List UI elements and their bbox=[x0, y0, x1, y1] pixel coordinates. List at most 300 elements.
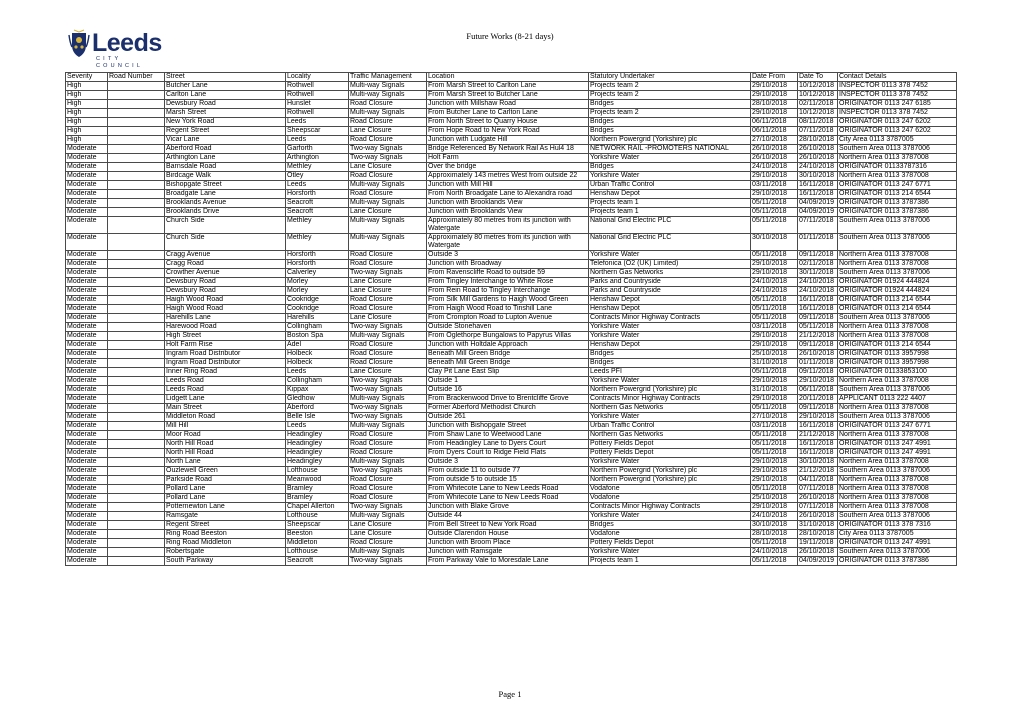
table-cell: 25/10/2018 bbox=[751, 350, 798, 359]
table-row bbox=[66, 449, 957, 458]
table-cell: Harewood Road bbox=[165, 323, 286, 332]
table-cell: 05/11/2018 bbox=[751, 217, 798, 234]
table-cell: ORIGINATOR 0113 247 6185 bbox=[838, 100, 957, 109]
table-cell: Lane Closure bbox=[349, 127, 427, 136]
table-row bbox=[66, 476, 957, 485]
table-cell: City Area 0113 3787005 bbox=[838, 136, 957, 145]
table-cell: Two-way Signals bbox=[349, 323, 427, 332]
table-cell: Lidgett Lane bbox=[165, 395, 286, 404]
table-cell: Moderate bbox=[66, 557, 108, 566]
table-cell: 09/11/2018 bbox=[798, 314, 838, 323]
table-cell: Junction with Mill Hill bbox=[427, 181, 589, 190]
table-cell: Yorkshire Water bbox=[589, 512, 751, 521]
table-cell: Projects team 2 bbox=[589, 109, 751, 118]
table-cell: Northern Area 0113 3787008 bbox=[838, 458, 957, 467]
table-cell: From Parkway Vale to Moresdale Lane bbox=[427, 557, 589, 566]
table-cell: 21/12/2018 bbox=[798, 467, 838, 476]
logo-subtitle: CITY COUNCIL bbox=[96, 56, 144, 69]
table-cell: Boston Spa bbox=[286, 332, 349, 341]
table-cell: ORIGINATOR 0113 247 6771 bbox=[838, 181, 957, 190]
table-cell: Southern Area 0113 3787006 bbox=[838, 314, 957, 323]
table-cell: Pottery Fields Depot bbox=[589, 449, 751, 458]
table-cell: Bridges bbox=[589, 350, 751, 359]
table-cell: Lane Closure bbox=[349, 314, 427, 323]
table-cell: 29/10/2018 bbox=[751, 395, 798, 404]
table-cell: Moderate bbox=[66, 199, 108, 208]
table-cell: Methley bbox=[286, 234, 349, 251]
table-cell: Gledhow bbox=[286, 395, 349, 404]
table-cell: Southern Area 0113 3787006 bbox=[838, 269, 957, 278]
table-cell: 05/11/2018 bbox=[751, 208, 798, 217]
table-cell: Moderate bbox=[66, 476, 108, 485]
table-cell: Moderate bbox=[66, 323, 108, 332]
table-cell: Holbeck bbox=[286, 359, 349, 368]
table-cell: Morley bbox=[286, 287, 349, 296]
table-cell: Road Closure bbox=[349, 539, 427, 548]
table-cell: Northern Powergrid (Yorkshire) plc bbox=[589, 467, 751, 476]
table-cell: Beneath Mill Green Bridge bbox=[427, 359, 589, 368]
table-cell: 05/11/2018 bbox=[751, 314, 798, 323]
table-cell: 16/11/2018 bbox=[798, 181, 838, 190]
table-cell: Church Side bbox=[165, 234, 286, 251]
column-header: Date From bbox=[751, 73, 798, 82]
table-cell bbox=[108, 539, 165, 548]
table-cell: Parkside Road bbox=[165, 476, 286, 485]
table-cell: Northern Powergrid (Yorkshire) plc bbox=[589, 476, 751, 485]
table-cell: 29/10/2018 bbox=[751, 91, 798, 100]
table-cell bbox=[108, 404, 165, 413]
table-cell: Northern Area 0113 3787008 bbox=[838, 172, 957, 181]
table-cell bbox=[108, 476, 165, 485]
table-cell: 29/10/2018 bbox=[751, 190, 798, 199]
table-cell: Moor Road bbox=[165, 431, 286, 440]
table-cell bbox=[108, 269, 165, 278]
table-cell: South Parkway bbox=[165, 557, 286, 566]
table-cell: Road Closure bbox=[349, 305, 427, 314]
table-cell: Moderate bbox=[66, 458, 108, 467]
table-cell: Leeds Road bbox=[165, 386, 286, 395]
table-cell: 16/11/2018 bbox=[798, 305, 838, 314]
table-cell: Seacroft bbox=[286, 199, 349, 208]
table-cell: Bridges bbox=[589, 359, 751, 368]
table-cell: Outside 44 bbox=[427, 512, 589, 521]
table-cell: Over the bridge bbox=[427, 163, 589, 172]
table-cell: Pollard Lane bbox=[165, 485, 286, 494]
table-cell: Two-way Signals bbox=[349, 154, 427, 163]
page-number: Page 1 bbox=[498, 689, 522, 699]
table-cell bbox=[108, 377, 165, 386]
table-cell: Seacroft bbox=[286, 557, 349, 566]
table-cell: Headingley bbox=[286, 431, 349, 440]
table-cell: From outside 11 to outside 77 bbox=[427, 467, 589, 476]
table-cell: 30/10/2018 bbox=[798, 172, 838, 181]
table-cell: 29/10/2018 bbox=[751, 377, 798, 386]
table-cell: 10/12/2018 bbox=[798, 82, 838, 91]
table-row bbox=[66, 404, 957, 413]
table-cell: Outside 1 bbox=[427, 377, 589, 386]
table-cell: Road Closure bbox=[349, 172, 427, 181]
table-cell: Contracts Minor Highway Contracts bbox=[589, 314, 751, 323]
table-cell: High bbox=[66, 127, 108, 136]
table-cell: High bbox=[66, 136, 108, 145]
table-cell bbox=[108, 91, 165, 100]
table-cell: Leeds bbox=[286, 422, 349, 431]
table-cell: Ring Road Beeston bbox=[165, 530, 286, 539]
table-cell: Holt Farm bbox=[427, 154, 589, 163]
table-cell: Northern Area 0113 3787008 bbox=[838, 154, 957, 163]
table-cell: Northern Gas Networks bbox=[589, 404, 751, 413]
table-cell: Moderate bbox=[66, 404, 108, 413]
table-cell: Butcher Lane bbox=[165, 82, 286, 91]
table-row bbox=[66, 118, 957, 127]
table-cell: Methley bbox=[286, 217, 349, 234]
table-cell: 24/10/2018 bbox=[751, 163, 798, 172]
table-cell: 30/10/2018 bbox=[798, 458, 838, 467]
table-cell: Multi-way Signals bbox=[349, 332, 427, 341]
table-row bbox=[66, 485, 957, 494]
table-cell: Haigh Wood Road bbox=[165, 305, 286, 314]
table-cell: Holbeck bbox=[286, 350, 349, 359]
table-cell: 29/10/2018 bbox=[751, 109, 798, 118]
table-cell: Leeds PFI bbox=[589, 368, 751, 377]
table-cell: 26/10/2018 bbox=[798, 350, 838, 359]
table-cell: ORIGINATOR 0113 247 6202 bbox=[838, 118, 957, 127]
table-cell: Urban Traffic Control bbox=[589, 181, 751, 190]
table-cell: Junction with Millshaw Road bbox=[427, 100, 589, 109]
table-row bbox=[66, 413, 957, 422]
table-row bbox=[66, 314, 957, 323]
table-cell: Northern Area 0113 3787008 bbox=[838, 260, 957, 269]
table-cell: 26/10/2018 bbox=[751, 145, 798, 154]
table-cell: Potternewton Lane bbox=[165, 503, 286, 512]
table-cell: Lane Closure bbox=[349, 287, 427, 296]
table-cell: Yorkshire Water bbox=[589, 323, 751, 332]
table-cell: 16/11/2018 bbox=[798, 449, 838, 458]
table-cell: ORIGINATOR 0113 247 4991 bbox=[838, 440, 957, 449]
table-cell: High bbox=[66, 82, 108, 91]
table-row bbox=[66, 100, 957, 109]
table-cell: 04/09/2019 bbox=[798, 557, 838, 566]
table-cell: 30/10/2018 bbox=[751, 521, 798, 530]
table-cell: New York Road bbox=[165, 118, 286, 127]
table-cell: Ingram Road Distributor bbox=[165, 359, 286, 368]
table-cell: 05/11/2018 bbox=[751, 368, 798, 377]
table-cell bbox=[108, 368, 165, 377]
table-cell: Leeds bbox=[286, 136, 349, 145]
table-cell: Brooklands Drive bbox=[165, 208, 286, 217]
table-cell bbox=[108, 341, 165, 350]
table-cell: 29/10/2018 bbox=[751, 269, 798, 278]
table-cell: Chapel Allerton bbox=[286, 503, 349, 512]
table-cell: Moderate bbox=[66, 217, 108, 234]
table-cell: 25/10/2018 bbox=[751, 494, 798, 503]
table-cell: Northern Area 0113 3787008 bbox=[838, 323, 957, 332]
table-cell: Lane Closure bbox=[349, 163, 427, 172]
table-cell: Lane Closure bbox=[349, 278, 427, 287]
table-cell: Road Closure bbox=[349, 440, 427, 449]
column-header: Locality bbox=[286, 73, 349, 82]
table-cell: Road Closure bbox=[349, 296, 427, 305]
table-cell: Horsforth bbox=[286, 260, 349, 269]
table-cell bbox=[108, 127, 165, 136]
table-cell: Calverley bbox=[286, 269, 349, 278]
table-cell: Northern Area 0113 3787008 bbox=[838, 431, 957, 440]
table-cell: 16/11/2018 bbox=[798, 422, 838, 431]
table-row bbox=[66, 287, 957, 296]
table-cell: Parks and Countryside bbox=[589, 287, 751, 296]
table-row bbox=[66, 154, 957, 163]
table-cell: Lofthouse bbox=[286, 467, 349, 476]
table-cell bbox=[108, 82, 165, 91]
table-cell: Bridges bbox=[589, 118, 751, 127]
table-cell: Moderate bbox=[66, 449, 108, 458]
table-row bbox=[66, 82, 957, 91]
table-cell: 09/11/2018 bbox=[798, 368, 838, 377]
table-cell: Leeds bbox=[286, 181, 349, 190]
table-cell: Multi-way Signals bbox=[349, 109, 427, 118]
table-cell: Moderate bbox=[66, 485, 108, 494]
table-row bbox=[66, 503, 957, 512]
table-cell: Marsh Street bbox=[165, 109, 286, 118]
table-cell: 07/11/2018 bbox=[798, 503, 838, 512]
table-cell: 24/10/2018 bbox=[798, 278, 838, 287]
table-cell: Northern Area 0113 3787008 bbox=[838, 332, 957, 341]
table-cell: Yorkshire Water bbox=[589, 413, 751, 422]
table-cell: Bramley bbox=[286, 485, 349, 494]
table-cell: Hunslet bbox=[286, 100, 349, 109]
table-cell: Road Closure bbox=[349, 190, 427, 199]
table-row bbox=[66, 521, 957, 530]
table-cell: Moderate bbox=[66, 154, 108, 163]
table-cell: 29/10/2018 bbox=[751, 341, 798, 350]
table-cell bbox=[108, 145, 165, 154]
table-row bbox=[66, 127, 957, 136]
table-cell: 05/11/2018 bbox=[751, 557, 798, 566]
table-cell: Bridge Referenced By Network Rail As Hul4 18 bbox=[427, 145, 589, 154]
table-cell: 29/10/2018 bbox=[798, 377, 838, 386]
table-cell: From Marsh Street to Carlton Lane bbox=[427, 82, 589, 91]
table-cell: Moderate bbox=[66, 467, 108, 476]
table-cell: Arthington Lane bbox=[165, 154, 286, 163]
table-cell: Projects team 1 bbox=[589, 199, 751, 208]
table-cell: From North Street to Quarry House bbox=[427, 118, 589, 127]
table-cell: 10/12/2018 bbox=[798, 109, 838, 118]
table-cell: Two-way Signals bbox=[349, 404, 427, 413]
table-cell: Regent Street bbox=[165, 127, 286, 136]
table-cell: North Lane bbox=[165, 458, 286, 467]
table-cell bbox=[108, 278, 165, 287]
table-cell: 27/10/2018 bbox=[751, 136, 798, 145]
table-row bbox=[66, 190, 957, 199]
table-cell bbox=[108, 260, 165, 269]
table-cell: Leeds Road bbox=[165, 377, 286, 386]
table-cell: INSPECTOR 0113 378 7452 bbox=[838, 82, 957, 91]
table-cell: 29/10/2018 bbox=[751, 503, 798, 512]
column-header: Date To bbox=[798, 73, 838, 82]
table-cell: ORIGINATOR 0113 214 6544 bbox=[838, 305, 957, 314]
table-cell: ORIGINATOR 0113 214 6544 bbox=[838, 341, 957, 350]
table-cell: 21/12/2018 bbox=[798, 332, 838, 341]
table-row bbox=[66, 234, 957, 251]
table-cell: Multi-way Signals bbox=[349, 217, 427, 234]
table-row bbox=[66, 199, 957, 208]
table-cell: Road Closure bbox=[349, 341, 427, 350]
table-cell bbox=[108, 163, 165, 172]
table-cell bbox=[108, 181, 165, 190]
table-cell: Outside Stonehaven bbox=[427, 323, 589, 332]
table-cell: 05/11/2018 bbox=[751, 440, 798, 449]
table-row bbox=[66, 494, 957, 503]
table-cell: Northern Area 0113 3787008 bbox=[838, 494, 957, 503]
table-cell: Lane Closure bbox=[349, 521, 427, 530]
table-cell: Moderate bbox=[66, 260, 108, 269]
table-cell: Road Closure bbox=[349, 431, 427, 440]
table-cell bbox=[108, 287, 165, 296]
table-cell: Projects team 1 bbox=[589, 557, 751, 566]
table-cell: 29/10/2018 bbox=[751, 260, 798, 269]
table-cell: Telefonica (O2 (UK) Limited) bbox=[589, 260, 751, 269]
column-header: Street bbox=[165, 73, 286, 82]
table-cell bbox=[108, 503, 165, 512]
table-cell bbox=[108, 154, 165, 163]
table-cell: 26/10/2018 bbox=[798, 494, 838, 503]
table-cell: From Dyers Court to Ridge Field Flats bbox=[427, 449, 589, 458]
table-cell: 07/11/2018 bbox=[798, 217, 838, 234]
table-cell: 30/11/2018 bbox=[798, 269, 838, 278]
table-cell: Aberford Road bbox=[165, 145, 286, 154]
table-cell: From Marsh Street to Butcher Lane bbox=[427, 91, 589, 100]
table-cell: Junction with Blake Grove bbox=[427, 503, 589, 512]
table-cell: From Oglethorpe Bungalows to Papyrus Villas bbox=[427, 332, 589, 341]
table-cell: Moderate bbox=[66, 395, 108, 404]
table-cell: Junction with Broom Place bbox=[427, 539, 589, 548]
table-cell: 02/11/2018 bbox=[798, 100, 838, 109]
table-cell: Multi-way Signals bbox=[349, 181, 427, 190]
table-cell: 28/10/2018 bbox=[798, 136, 838, 145]
table-cell: 26/10/2018 bbox=[798, 145, 838, 154]
table-cell: Southern Area 0113 3787006 bbox=[838, 413, 957, 422]
table-cell: High bbox=[66, 91, 108, 100]
table-cell: Adel bbox=[286, 341, 349, 350]
table-cell bbox=[108, 109, 165, 118]
column-header: Statutory Undertaker bbox=[589, 73, 751, 82]
table-cell bbox=[108, 485, 165, 494]
table-cell: Bridges bbox=[589, 100, 751, 109]
table-cell: Yorkshire Water bbox=[589, 172, 751, 181]
table-cell: 05/11/2018 bbox=[751, 305, 798, 314]
table-cell: Moderate bbox=[66, 548, 108, 557]
table-cell: 04/09/2019 bbox=[798, 199, 838, 208]
table-cell: Northern Area 0113 3787008 bbox=[838, 404, 957, 413]
table-cell: Cookridge bbox=[286, 296, 349, 305]
table-cell bbox=[108, 217, 165, 234]
table-cell: Henshaw Depot bbox=[589, 296, 751, 305]
table-cell: From Rein Road to Tingley Interchange bbox=[427, 287, 589, 296]
table-row bbox=[66, 539, 957, 548]
table-row bbox=[66, 91, 957, 100]
table-cell: From outside 5 to outside 15 bbox=[427, 476, 589, 485]
table-cell: ORIGINATOR 01133853100 bbox=[838, 368, 957, 377]
table-cell bbox=[108, 440, 165, 449]
table-cell bbox=[108, 395, 165, 404]
table-row bbox=[66, 181, 957, 190]
table-cell: From Tingley Interchange to White Rose bbox=[427, 278, 589, 287]
table-row bbox=[66, 377, 957, 386]
table-cell: Junction with Broadway bbox=[427, 260, 589, 269]
table-cell bbox=[108, 521, 165, 530]
future-works-table bbox=[65, 72, 957, 566]
table-cell bbox=[108, 136, 165, 145]
table-cell: Vodafone bbox=[589, 485, 751, 494]
table-cell: Pollard Lane bbox=[165, 494, 286, 503]
table-cell: Kippax bbox=[286, 386, 349, 395]
table-cell bbox=[108, 323, 165, 332]
table-cell: INSPECTOR 0113 378 7452 bbox=[838, 109, 957, 118]
table-row bbox=[66, 163, 957, 172]
table-cell: Two-way Signals bbox=[349, 467, 427, 476]
table-cell: Holt Farm Rise bbox=[165, 341, 286, 350]
table-cell: 29/10/2018 bbox=[751, 172, 798, 181]
table-row bbox=[66, 548, 957, 557]
table-cell: Middleton bbox=[286, 539, 349, 548]
table-cell: From North Broadgate Lane to Alexandra road bbox=[427, 190, 589, 199]
table-cell: Moderate bbox=[66, 350, 108, 359]
table-cell: Moderate bbox=[66, 377, 108, 386]
table-cell: Road Closure bbox=[349, 485, 427, 494]
table-cell: Approximately 80 metres from its junction with Watergate bbox=[427, 234, 589, 251]
table-cell: Brooklands Avenue bbox=[165, 199, 286, 208]
table-cell: Haigh Wood Road bbox=[165, 296, 286, 305]
table-cell: From Hope Road to New York Road bbox=[427, 127, 589, 136]
table-cell: Outside 3 bbox=[427, 458, 589, 467]
table-row bbox=[66, 359, 957, 368]
table-cell: Yorkshire Water bbox=[589, 332, 751, 341]
table-cell: Yorkshire Water bbox=[589, 377, 751, 386]
table-cell: 05/11/2018 bbox=[751, 251, 798, 260]
table-cell: 05/11/2018 bbox=[751, 296, 798, 305]
table-row bbox=[66, 431, 957, 440]
table-cell: Projects team 2 bbox=[589, 91, 751, 100]
table-cell: Road Closure bbox=[349, 359, 427, 368]
table-row bbox=[66, 323, 957, 332]
table-row bbox=[66, 368, 957, 377]
table-cell: Moderate bbox=[66, 172, 108, 181]
table-cell: Multi-way Signals bbox=[349, 512, 427, 521]
table-cell: ORIGINATOR 0113 214 6544 bbox=[838, 296, 957, 305]
table-cell: Horsforth bbox=[286, 190, 349, 199]
table-cell: ORIGINATOR 01924 444824 bbox=[838, 287, 957, 296]
table-cell: From Bell Street to New York Road bbox=[427, 521, 589, 530]
table-cell: Multi-way Signals bbox=[349, 91, 427, 100]
table-cell: 07/11/2018 bbox=[798, 127, 838, 136]
table-cell: From Silk Mill Gardens to Haigh Wood Green bbox=[427, 296, 589, 305]
table-cell: Road Closure bbox=[349, 100, 427, 109]
table-cell bbox=[108, 305, 165, 314]
table-cell: Bishopgate Street bbox=[165, 181, 286, 190]
table-cell: Northern Powergrid (Yorkshire) plc bbox=[589, 386, 751, 395]
table-cell: Road Closure bbox=[349, 494, 427, 503]
table-cell: Parks and Countryside bbox=[589, 278, 751, 287]
table-cell: 16/11/2018 bbox=[798, 296, 838, 305]
table-cell: 10/12/2018 bbox=[798, 91, 838, 100]
table-cell: Outside 16 bbox=[427, 386, 589, 395]
table-cell: High bbox=[66, 100, 108, 109]
table-cell: North Hill Road bbox=[165, 440, 286, 449]
table-cell: Birdcage Walk bbox=[165, 172, 286, 181]
table-cell: 06/11/2018 bbox=[751, 118, 798, 127]
table-cell: 06/11/2018 bbox=[751, 127, 798, 136]
table-cell: From Ravenscliffe Road to outside 59 bbox=[427, 269, 589, 278]
